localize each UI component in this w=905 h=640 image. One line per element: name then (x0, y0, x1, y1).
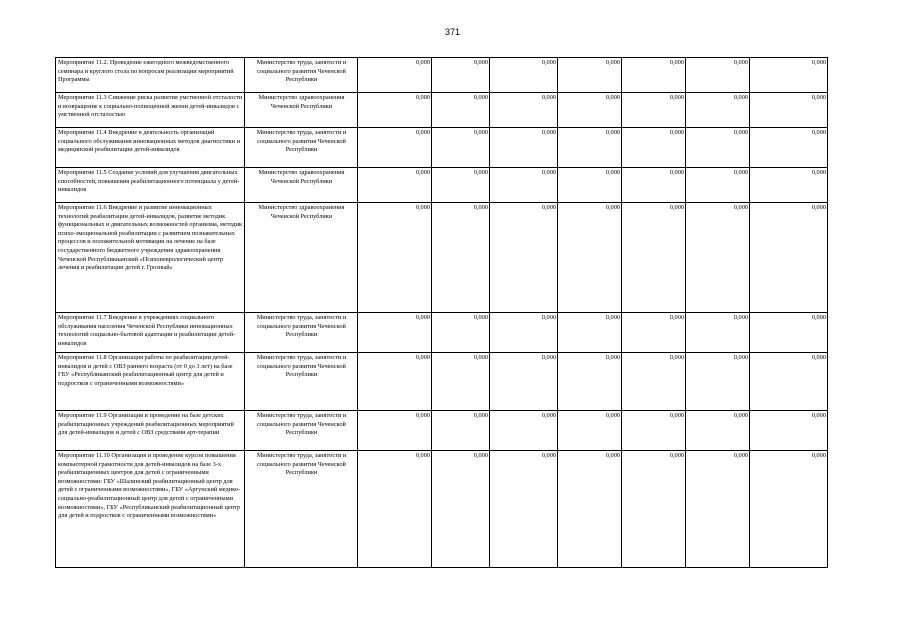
table-row (56, 353, 828, 411)
funding-value-cell: 0,000 (750, 353, 828, 411)
funding-value-cell: 0,000 (558, 168, 622, 203)
funding-value-cell: 0,000 (490, 128, 558, 168)
funding-value-cell: 0,000 (686, 411, 750, 451)
funding-value-cell: 0,000 (750, 451, 828, 568)
funding-value-cell: 0,000 (750, 128, 828, 168)
table-row (56, 313, 828, 353)
funding-value-cell: 0,000 (622, 93, 686, 128)
activity-cell: Мероприятие 11.2. Проведение ежегодного межведомственного семинара и круглого стола по вопросам реализации мероприятий Программы (56, 58, 245, 93)
funding-value-cell: 0,000 (558, 451, 622, 568)
funding-value-cell: 0,000 (490, 58, 558, 93)
table-row (56, 93, 828, 128)
activity-cell: Мероприятие 11.10 Организация и проведение курсов повышения компьютерной грамотности для детей-инвалидов на базе 3-х реабилитационных центров для детей с ограниченными возможностями: ГБУ «Шалинский реабилитационный центр для детей с ограниченными возможностями», ГБУ «Аргунский медико-социально-реабилитационный центр для детей с ограниченными возможностями», ГБУ «Республиканский реабилитационный центр для детей и подростков с ограниченными возможностями» (56, 451, 245, 568)
funding-value-cell: 0,000 (622, 203, 686, 313)
table-row (56, 58, 828, 93)
funding-value-cell: 0,000 (432, 313, 490, 353)
funding-value-cell: 0,000 (686, 313, 750, 353)
funding-value-cell: 0,000 (358, 93, 432, 128)
funding-value-cell: 0,000 (432, 168, 490, 203)
funding-value-cell: 0,000 (686, 128, 750, 168)
activity-cell: Мероприятие 11.5 Создание условий для улучшения двигательных способностей, повышения реабилитационного потенциала у детей-инвалидов (56, 168, 245, 203)
table-row (56, 411, 828, 451)
executor-cell: Министерство труда, занятости и социального развития Чеченской Республики (245, 313, 358, 353)
funding-value-cell: 0,000 (432, 411, 490, 451)
funding-value-cell: 0,000 (490, 203, 558, 313)
funding-value-cell: 0,000 (358, 451, 432, 568)
funding-value-cell: 0,000 (432, 93, 490, 128)
program-activities-table (55, 57, 828, 568)
funding-value-cell: 0,000 (490, 411, 558, 451)
funding-value-cell: 0,000 (750, 203, 828, 313)
funding-value-cell: 0,000 (750, 58, 828, 93)
funding-value-cell: 0,000 (686, 168, 750, 203)
funding-value-cell: 0,000 (750, 313, 828, 353)
executor-cell: Министерство здравоохранения Чеченской Республики (245, 93, 358, 128)
executor-cell: Министерство труда, занятости и социального развития Чеченской Республики (245, 451, 358, 568)
activity-cell: Мероприятие 11.3 Снижение риска развития умственной отсталости и возвращение к социально-полноценной жизни детей-инвалидов с умственной отсталостью (56, 93, 245, 128)
funding-value-cell: 0,000 (686, 93, 750, 128)
funding-value-cell: 0,000 (558, 128, 622, 168)
executor-cell: Министерство здравоохранения Чеченской Республики (245, 168, 358, 203)
funding-value-cell: 0,000 (358, 128, 432, 168)
funding-value-cell: 0,000 (622, 313, 686, 353)
funding-value-cell: 0,000 (490, 168, 558, 203)
funding-value-cell: 0,000 (432, 128, 490, 168)
activity-cell: Мероприятие 11.4 Внедрение в деятельность организаций социального обслуживания инновационных методов диагностики и медицинской реабилитации детей-инвалидов (56, 128, 245, 168)
funding-value-cell: 0,000 (558, 203, 622, 313)
table-row (56, 168, 828, 203)
funding-value-cell: 0,000 (358, 353, 432, 411)
funding-value-cell: 0,000 (622, 353, 686, 411)
funding-value-cell: 0,000 (686, 58, 750, 93)
activity-cell: Мероприятие 11.7 Внедрение в учреждениях социального обслуживания населения Чеченской Республики инновационных технологий социально-бытовой адаптации и реабилитации детей-инвалидов (56, 313, 245, 353)
page-number: 371 (444, 27, 461, 37)
funding-value-cell: 0,000 (622, 168, 686, 203)
funding-value-cell: 0,000 (622, 451, 686, 568)
funding-value-cell: 0,000 (686, 353, 750, 411)
executor-cell: Министерство труда, занятости и социального развития Чеченской Республики (245, 411, 358, 451)
funding-value-cell: 0,000 (558, 58, 622, 93)
funding-value-cell: 0,000 (750, 168, 828, 203)
table-row (56, 128, 828, 168)
funding-value-cell: 0,000 (490, 93, 558, 128)
funding-value-cell: 0,000 (358, 168, 432, 203)
funding-value-cell: 0,000 (622, 411, 686, 451)
executor-cell: Министерство здравоохранения Чеченской Республики (245, 203, 358, 313)
funding-value-cell: 0,000 (358, 58, 432, 93)
funding-value-cell: 0,000 (358, 203, 432, 313)
funding-value-cell: 0,000 (686, 203, 750, 313)
executor-cell: Министерство труда, занятости и социального развития Чеченской Республики (245, 353, 358, 411)
funding-value-cell: 0,000 (622, 128, 686, 168)
executor-cell: Министерство труда, занятости и социального развития Чеченской Республики (245, 128, 358, 168)
funding-value-cell: 0,000 (558, 313, 622, 353)
funding-value-cell: 0,000 (432, 58, 490, 93)
funding-value-cell: 0,000 (686, 451, 750, 568)
funding-value-cell: 0,000 (358, 411, 432, 451)
funding-value-cell: 0,000 (358, 313, 432, 353)
funding-value-cell: 0,000 (432, 353, 490, 411)
activity-cell: Мероприятие 11.8 Организация работы по реабилитации детей-инвалидов и детей с ОВЗ раннего возраста (от 0 до 3 лет) на базе ГБУ «Республиканский реабилитационный центр для детей и подростков с ограниченными возможностями» (56, 353, 245, 411)
funding-value-cell: 0,000 (432, 451, 490, 568)
funding-value-cell: 0,000 (490, 451, 558, 568)
funding-value-cell: 0,000 (558, 353, 622, 411)
funding-value-cell: 0,000 (490, 353, 558, 411)
executor-cell: Министерство труда, занятости и социального развития Чеченской Республики (245, 58, 358, 93)
activity-cell: Мероприятие 11.6 Внедрение и развитие инновационных технологий реабилитации детей-инвалидов, развитие методик функциональных и двигательных возможностей организма, методик психо-эмоциональной реабилитации с развитием познавательных процессов и положительной мотивации на лечение на базе государственного бюджетного учреждения здравоохранения Чеченской Республикианский «Психоневрологический центр лечения и реабилитации детей г. Грозный» (56, 203, 245, 313)
funding-value-cell: 0,000 (558, 411, 622, 451)
funding-value-cell: 0,000 (432, 203, 490, 313)
table-row (56, 203, 828, 313)
funding-value-cell: 0,000 (490, 313, 558, 353)
funding-value-cell: 0,000 (750, 93, 828, 128)
table-row (56, 451, 828, 568)
funding-value-cell: 0,000 (558, 93, 622, 128)
activity-cell: Мероприятие 11.9 Организация и проведение на базе детских реабилитационных учреждений реабилитационных мероприятий для детей-инвалидов и детей с ОВЗ средствами арт-терапии (56, 411, 245, 451)
funding-value-cell: 0,000 (750, 411, 828, 451)
funding-value-cell: 0,000 (622, 58, 686, 93)
